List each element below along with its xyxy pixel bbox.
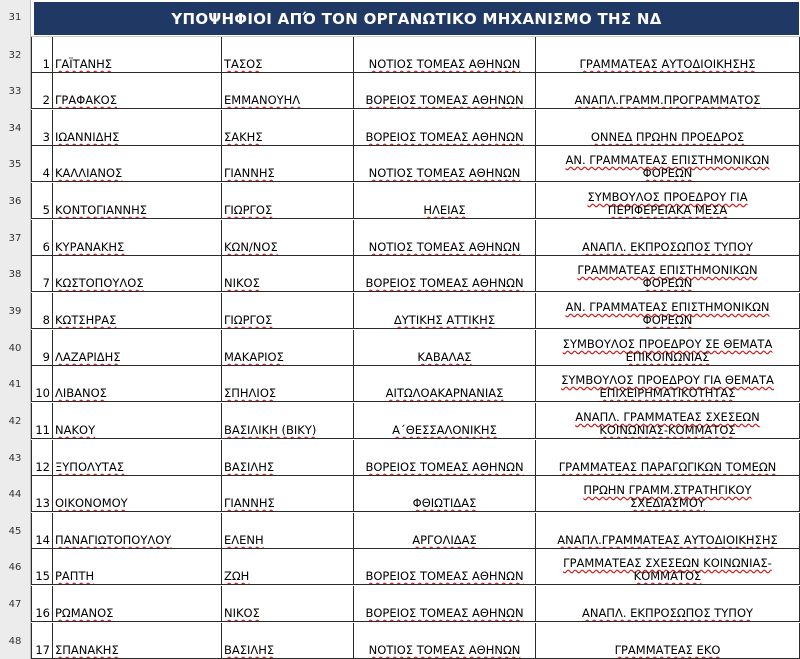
region-text: ΝΟΤΙΟΣ ΤΟΜΕΑΣ ΑΘΗΝΩΝ: [368, 643, 521, 657]
cell-first-name[interactable]: [222, 623, 354, 658]
region-text: ΝΟΤΙΟΣ ΤΟΜΕΑΣ ΑΘΗΝΩΝ: [368, 240, 521, 254]
cell-role[interactable]: [536, 366, 800, 401]
cell-role[interactable]: [536, 476, 800, 511]
region-text: ΑΡΓΟΛΙΔΑΣ: [412, 533, 477, 547]
cell-first-name[interactable]: [222, 183, 354, 218]
cell-index[interactable]: 13: [31, 476, 53, 511]
surname-text: ΡΩΜΑΝΟΣ: [55, 606, 114, 620]
cell-first-name[interactable]: [222, 110, 354, 145]
role-line: ΚΟΙΝΩΝΙΑΣ-ΚΟΜΜΑΤΟΣ: [599, 423, 736, 437]
table-row: [8, 403, 800, 439]
surname-text: ΝΑΚΟΥ: [55, 423, 96, 437]
surname-text: ΓΡΑΦΑΚΟΣ: [55, 93, 117, 107]
cell-role[interactable]: [536, 220, 800, 255]
row-number[interactable]: 35: [8, 159, 22, 170]
first-name-text: ΓΙΩΡΓΟΣ: [224, 203, 273, 217]
role-line: ΓΡΑΜΜΑΤΕΑΣ ΣΧΕΣΕΩΝ ΚΟΙΝΩΝΙΑΣ-: [563, 556, 772, 570]
first-name-text: ΜΑΚΑΡΙΟΣ: [224, 350, 284, 364]
sheet-title[interactable]: ΥΠΟΨΗΦΙΟΙ ΑΠΌ ΤΟΝ ΟΡΓΑΝΩΤΙΚΟ ΜΗΧΑΝΙΣΜΟ ΤΗΣ ΝΔ: [34, 2, 799, 35]
cell-region[interactable]: [354, 623, 536, 658]
role-line: ΓΡΑΜΜΑΤΕΑΣ ΕΚΟ: [614, 643, 721, 657]
row-number[interactable]: 34: [8, 123, 22, 134]
cell-surname[interactable]: [53, 146, 222, 181]
region-text: ΒΟΡΕΙΟΣ ΤΟΜΕΑΣ ΑΘΗΝΩΝ: [365, 276, 524, 290]
region-text: ΑΙΤΩΛΟΑΚΑΡΝΑΝΙΑΣ: [385, 386, 504, 400]
cell-region[interactable]: [354, 73, 536, 108]
cell-index[interactable]: 14: [31, 513, 53, 548]
role-line: ΠΕΡΙΦΕΡΕΙΑΚΑ ΜΕΣΑ: [607, 203, 728, 217]
cell-role[interactable]: [536, 110, 800, 145]
first-name-text: ΝΙΚΟΣ: [224, 606, 260, 620]
cell-surname[interactable]: [53, 623, 222, 658]
cell-surname[interactable]: [53, 513, 222, 548]
region-text: ΔΥΤΙΚΗΣ ΑΤΤΙΚΗΣ: [393, 313, 496, 327]
table-row: [8, 183, 800, 219]
surname-text: ΚΑΛΛΙΑΝΟΣ: [55, 166, 123, 180]
row-number[interactable]: 41: [8, 379, 22, 390]
cell-first-name[interactable]: [222, 73, 354, 108]
role-line: ΑΝΑΠΛ.ΓΡΑΜΜΑΤΕΑΣ ΑΥΤΟΔΙΟΙΚΗΣΗΣ: [557, 533, 778, 547]
row-number[interactable]: 33: [8, 86, 22, 97]
region-text: ΗΛΕΙΑΣ: [423, 203, 466, 217]
surname-text: ΟΙΚΟΝΟΜΟΥ: [55, 496, 128, 510]
cell-role[interactable]: [536, 183, 800, 218]
table-row: [8, 37, 800, 73]
cell-index[interactable]: 2: [31, 73, 53, 108]
role-line: ΦΟΡΕΩΝ: [642, 166, 693, 180]
cell-surname[interactable]: [53, 73, 222, 108]
first-name-text: ΣΠΗΛΙΟΣ: [224, 386, 277, 400]
first-name-text: ΖΩΗ: [224, 569, 250, 583]
first-name-text: ΒΑΣΙΛΗΣ: [224, 460, 275, 474]
cell-first-name[interactable]: [222, 440, 354, 475]
cell-surname[interactable]: [53, 549, 222, 584]
role-line: ΟΝΝΕΔ ΠΡΩΗΝ ΠΡΟΕΔΡΟΣ: [590, 130, 745, 144]
cell-first-name[interactable]: [222, 293, 354, 328]
row-number[interactable]: 44: [8, 489, 22, 500]
cell-index[interactable]: 1: [31, 37, 53, 72]
cell-surname[interactable]: [53, 366, 222, 401]
cell-surname[interactable]: [53, 110, 222, 145]
cell-surname[interactable]: [53, 220, 222, 255]
first-name-text: ΚΩΝ/ΝΟΣ: [224, 240, 278, 254]
first-name-text: ΣΑΚΗΣ: [224, 130, 263, 144]
surname-text: ΚΟΝΤΟΓΙΑΝΝΗΣ: [55, 203, 148, 217]
role-line: ΣΥΜΒΟΥΛΟΣ ΠΡΟΕΔΡΟΥ ΣΕ ΘΕΜΑΤΑ: [562, 337, 773, 351]
role-line: ΓΡΑΜΜΑΤΕΑΣ ΑΥΤΟΔΙΟΙΚΗΣΗΣ: [579, 57, 756, 71]
first-name-text: ΒΑΣΙΛΗΣ: [224, 643, 275, 657]
cell-index[interactable]: 11: [31, 403, 53, 438]
first-name-text: ΒΑΣΙΛΙΚΗ (ΒΙΚΥ): [224, 423, 317, 437]
surname-text: ΓΑΪΤΑΝΗΣ: [55, 57, 113, 71]
role-line: ΠΡΩΗΝ ΓΡΑΜΜ.ΣΤΡΑΤΗΓΙΚΟΥ: [583, 483, 752, 497]
cell-first-name[interactable]: [222, 256, 354, 291]
first-name-text: ΕΛΕΝΗ: [224, 533, 264, 547]
surname-text: ΠΑΝΑΓΙΩΤΟΠΟΥΛΟΥ: [55, 533, 172, 547]
surname-text: ΞΥΠΟΛΥΤΑΣ: [55, 460, 125, 474]
cell-role[interactable]: [536, 293, 800, 328]
cell-region[interactable]: [354, 183, 536, 218]
cell-first-name[interactable]: [222, 586, 354, 621]
cell-region[interactable]: [354, 110, 536, 145]
cell-region[interactable]: [354, 293, 536, 328]
table-row: [8, 73, 800, 109]
row-number[interactable]: 42: [8, 416, 22, 427]
region-text: ΒΟΡΕΙΟΣ ΤΟΜΕΑΣ ΑΘΗΝΩΝ: [365, 569, 524, 583]
first-name-text: ΓΙΑΝΝΗΣ: [224, 166, 275, 180]
cell-surname[interactable]: [53, 586, 222, 621]
row-number[interactable]: 48: [8, 636, 22, 647]
cell-index[interactable]: 3: [31, 110, 53, 145]
table-row: [8, 256, 800, 292]
cell-region[interactable]: [354, 220, 536, 255]
surname-text: ΡΑΠΤΗ: [55, 569, 95, 583]
row-number[interactable]: 43: [8, 453, 22, 464]
cell-role[interactable]: [536, 256, 800, 291]
cell-first-name[interactable]: [222, 476, 354, 511]
cell-region[interactable]: [354, 146, 536, 181]
surname-text: ΛΑΖΑΡΙΔΗΣ: [55, 350, 121, 364]
row-number[interactable]: 32: [8, 50, 22, 61]
role-line: ΑΝΑΠΛ. ΕΚΠΡΟΣΩΠΟΣ ΤΥΠΟΥ: [581, 240, 754, 254]
role-line: ΚΟΜΜΑΤΟΣ: [633, 569, 702, 583]
cell-surname[interactable]: [53, 330, 222, 365]
region-text: ΒΟΡΕΙΟΣ ΤΟΜΕΑΣ ΑΘΗΝΩΝ: [365, 93, 524, 107]
cell-first-name[interactable]: [222, 220, 354, 255]
role-line: ΕΠΙΧΕΙΡΗΜΑΤΙΚΟΤΗΤΑΣ: [599, 386, 736, 400]
cell-first-name[interactable]: [222, 403, 354, 438]
row-number[interactable]: 38: [8, 269, 22, 280]
role-line: ΑΝΑΠΛ. ΕΚΠΡΟΣΩΠΟΣ ΤΥΠΟΥ: [581, 606, 754, 620]
table-row: [8, 220, 800, 256]
cell-role[interactable]: [536, 513, 800, 548]
cell-role[interactable]: [536, 37, 800, 72]
surname-text: ΙΩΑΝΝΙΔΗΣ: [55, 130, 120, 144]
cell-region[interactable]: [354, 476, 536, 511]
cell-role[interactable]: [536, 403, 800, 438]
row-number[interactable]: 46: [8, 562, 22, 573]
region-text: ΝΟΤΙΟΣ ΤΟΜΕΑΣ ΑΘΗΝΩΝ: [368, 57, 521, 71]
role-line: ΓΡΑΜΜΑΤΕΑΣ ΠΑΡΑΓΩΓΙΚΩΝ ΤΟΜΕΩΝ: [558, 460, 777, 474]
cell-surname[interactable]: [53, 37, 222, 72]
table-row: [8, 586, 800, 622]
role-line: ΑΝ. ΓΡΑΜΜΑΤΕΑΣ ΕΠΙΣΤΗΜΟΝΙΚΩΝ: [565, 300, 770, 314]
cell-region[interactable]: [354, 403, 536, 438]
cell-role[interactable]: [536, 73, 800, 108]
cell-region[interactable]: [354, 330, 536, 365]
cell-region[interactable]: [354, 549, 536, 584]
cell-first-name[interactable]: [222, 330, 354, 365]
role-line: ΣΥΜΒΟΥΛΟΣ ΠΡΟΕΔΡΟΥ ΓΙΑ: [587, 190, 748, 204]
cell-index[interactable]: 12: [31, 440, 53, 475]
cell-region[interactable]: [354, 440, 536, 475]
row-number[interactable]: 40: [8, 343, 22, 354]
surname-text: ΛΙΒΑΝΟΣ: [55, 386, 107, 400]
first-name-text: ΕΜΜΑΝΟΥΗΛ: [224, 93, 301, 107]
table-row: [8, 366, 800, 402]
cell-surname[interactable]: [53, 256, 222, 291]
row-number[interactable]: 45: [8, 526, 22, 537]
cell-first-name[interactable]: [222, 549, 354, 584]
cell-region[interactable]: [354, 256, 536, 291]
table-row: [8, 440, 800, 476]
cell-role[interactable]: [536, 330, 800, 365]
cell-index[interactable]: 4: [31, 146, 53, 181]
cell-surname[interactable]: [53, 293, 222, 328]
region-text: ΒΟΡΕΙΟΣ ΤΟΜΕΑΣ ΑΘΗΝΩΝ: [365, 130, 524, 144]
cell-index[interactable]: 10: [31, 366, 53, 401]
cell-index[interactable]: 5: [31, 183, 53, 218]
cell-first-name[interactable]: [222, 366, 354, 401]
role-line: ΓΡΑΜΜΑΤΕΑΣ ΕΠΙΣΤΗΜΟΝΙΚΩΝ: [577, 263, 758, 277]
row-number[interactable]: 31: [8, 12, 22, 23]
role-line: ΦΟΡΕΩΝ: [642, 313, 693, 327]
row-number[interactable]: 47: [8, 599, 22, 610]
cell-index[interactable]: 16: [31, 586, 53, 621]
cell-index[interactable]: 7: [31, 256, 53, 291]
region-text: ΦΘΙΩΤΙΔΑΣ: [412, 496, 477, 510]
role-line: ΣΧΕΔΙΑΣΜΟΥ: [630, 496, 705, 510]
role-line: ΑΝ. ΓΡΑΜΜΑΤΕΑΣ ΕΠΙΣΤΗΜΟΝΙΚΩΝ: [565, 153, 770, 167]
surname-text: ΚΩΤΣΗΡΑΣ: [55, 313, 117, 327]
row-number[interactable]: 37: [8, 233, 22, 244]
region-text: ΒΟΡΕΙΟΣ ΤΟΜΕΑΣ ΑΘΗΝΩΝ: [365, 460, 524, 474]
surname-text: ΚΩΣΤΟΠΟΥΛΟΣ: [55, 276, 144, 290]
table-row: [8, 476, 800, 512]
cell-region[interactable]: [354, 366, 536, 401]
region-text: ΒΟΡΕΙΟΣ ΤΟΜΕΑΣ ΑΘΗΝΩΝ: [365, 606, 524, 620]
cell-index[interactable]: 17: [31, 623, 53, 658]
role-line: ΑΝΑΠΛ.ΓΡΑΜΜ.ΠΡΟΓΡΑΜΜΑΤΟΣ: [574, 93, 761, 107]
table-row: [8, 623, 800, 659]
cell-region[interactable]: [354, 513, 536, 548]
region-text: Α΄ΘΕΣΣΑΛΟΝΙΚΗΣ: [392, 423, 497, 437]
table-row: [8, 330, 800, 366]
row-number[interactable]: 36: [8, 196, 22, 207]
surname-text: ΚΥΡΑΝΑΚΗΣ: [55, 240, 125, 254]
first-name-text: ΓΙΑΝΝΗΣ: [224, 496, 275, 510]
cell-surname[interactable]: [53, 440, 222, 475]
first-name-text: ΝΙΚΟΣ: [224, 276, 260, 290]
role-line: ΕΠΙΚΟΙΝΩΝΙΑΣ: [625, 350, 710, 364]
role-line: ΦΟΡΕΩΝ: [642, 276, 693, 290]
cell-role[interactable]: [536, 586, 800, 621]
surname-text: ΣΠΑΝΑΚΗΣ: [55, 643, 119, 657]
first-name-text: ΤΑΣΟΣ: [224, 57, 263, 71]
cell-role[interactable]: [536, 549, 800, 584]
cell-index[interactable]: 6: [31, 220, 53, 255]
cell-surname[interactable]: [53, 403, 222, 438]
region-text: ΝΟΤΙΟΣ ΤΟΜΕΑΣ ΑΘΗΝΩΝ: [368, 166, 521, 180]
region-text: ΚΑΒΑΛΑΣ: [417, 350, 472, 364]
cell-first-name[interactable]: [222, 37, 354, 72]
row-number[interactable]: 39: [8, 306, 22, 317]
table-row: [8, 146, 800, 182]
cell-index[interactable]: 8: [31, 293, 53, 328]
table-row: [8, 110, 800, 146]
title-row: [8, 0, 800, 37]
cell-region[interactable]: [354, 586, 536, 621]
cell-role[interactable]: [536, 440, 800, 475]
table-row: [8, 293, 800, 329]
table-row: [8, 513, 800, 549]
first-name-text: ΓΙΩΡΓΟΣ: [224, 313, 273, 327]
cell-index[interactable]: 9: [31, 330, 53, 365]
table-row: [8, 549, 800, 585]
cell-index[interactable]: 15: [31, 549, 53, 584]
role-line: ΑΝΑΠΛ. ΓΡΑΜΜΑΤΕΑΣ ΣΧΕΣΕΩΝ: [575, 410, 760, 424]
cell-first-name[interactable]: [222, 146, 354, 181]
cell-surname[interactable]: [53, 476, 222, 511]
cell-role[interactable]: [536, 623, 800, 658]
cell-surname[interactable]: [53, 183, 222, 218]
role-line: ΣΥΜΒΟΥΛΟΣ ΠΡΟΕΔΡΟΥ ΓΙΑ ΘΕΜΑΤΑ: [561, 373, 774, 387]
cell-region[interactable]: [354, 37, 536, 72]
cell-role[interactable]: [536, 146, 800, 181]
cell-first-name[interactable]: [222, 513, 354, 548]
